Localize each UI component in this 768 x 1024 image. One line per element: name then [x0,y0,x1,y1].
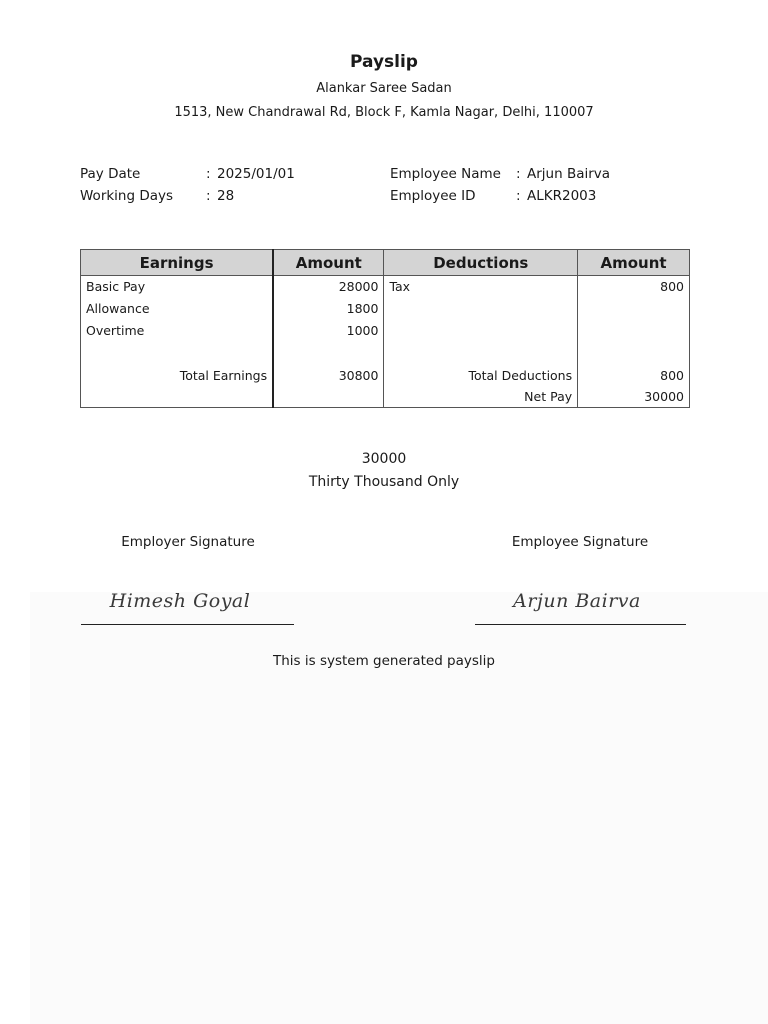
total-earnings-value: 30800 [273,365,384,387]
spacer-cell [384,342,578,365]
employee-signature-label: Employee Signature [511,534,649,550]
deduction-amount-empty [578,298,690,320]
pay-date-value: 2025/01/01 [217,166,295,182]
pay-date-label: Pay Date [80,166,141,182]
employer-signature-label: Employer Signature [121,534,255,550]
system-generated-note: This is system generated payslip [272,653,495,669]
employee-signature-line [475,624,686,625]
net-pay-figure: 30000 [361,451,407,467]
employee-signature: Arjun Bairva [513,590,641,612]
deduction-label: Tax [384,276,578,299]
employee-id-value: ALKR2003 [527,188,597,204]
pay-date-colon: : [206,166,211,182]
working-days-colon: : [206,188,211,204]
spacer-cell [273,342,384,365]
net-pay-empty-cell [273,387,384,408]
earning-amount: 28000 [273,276,384,299]
page-title: Payslip [350,52,418,72]
net-pay-row [81,387,690,408]
net-pay-words: Thirty Thousand Only [308,474,460,490]
employee-name-value: Arjun Bairva [527,166,611,182]
net-pay-label: Net Pay [384,387,578,408]
working-days-value: 28 [217,188,235,204]
earnings-deductions-table [80,249,690,408]
earning-amount: 1800 [273,298,384,320]
employee-id-colon: : [516,188,521,204]
company-address: 1513, New Chandrawal Rd, Block F, Kamla Nagar, Delhi, 110007 [174,105,594,120]
employee-name-label: Employee Name [390,166,501,182]
spacer-cell [578,342,690,365]
deduction-label-empty [384,320,578,342]
totals-row [81,365,690,387]
employee-id-label: Employee ID [390,188,476,204]
table-spacer-row [81,342,690,365]
employee-name-colon: : [516,166,521,182]
table-row [81,320,690,342]
header-deductions-amount: Amount [578,250,690,276]
total-deductions-label: Total Deductions [384,365,578,387]
net-pay-value: 30000 [578,387,690,408]
working-days-label: Working Days [80,188,174,204]
header-deductions: Deductions [384,250,578,276]
earning-label: Basic Pay [81,276,274,299]
total-deductions-value: 800 [578,365,690,387]
net-pay-empty-cell [81,387,274,408]
header-earnings-amount: Amount [273,250,384,276]
employer-signature: Himesh Goyal [109,590,251,612]
table-header-row [81,250,690,276]
table-row [81,276,690,299]
earning-amount: 1000 [273,320,384,342]
header-earnings: Earnings [81,250,274,276]
earning-label: Overtime [81,320,274,342]
deduction-label-empty [384,298,578,320]
deduction-amount-empty [578,320,690,342]
company-name: Alankar Saree Sadan [316,81,452,96]
earning-label: Allowance [81,298,274,320]
total-earnings-label: Total Earnings [81,365,274,387]
table-row [81,298,690,320]
employer-signature-line [81,624,294,625]
deduction-amount: 800 [578,276,690,299]
spacer-cell [81,342,274,365]
